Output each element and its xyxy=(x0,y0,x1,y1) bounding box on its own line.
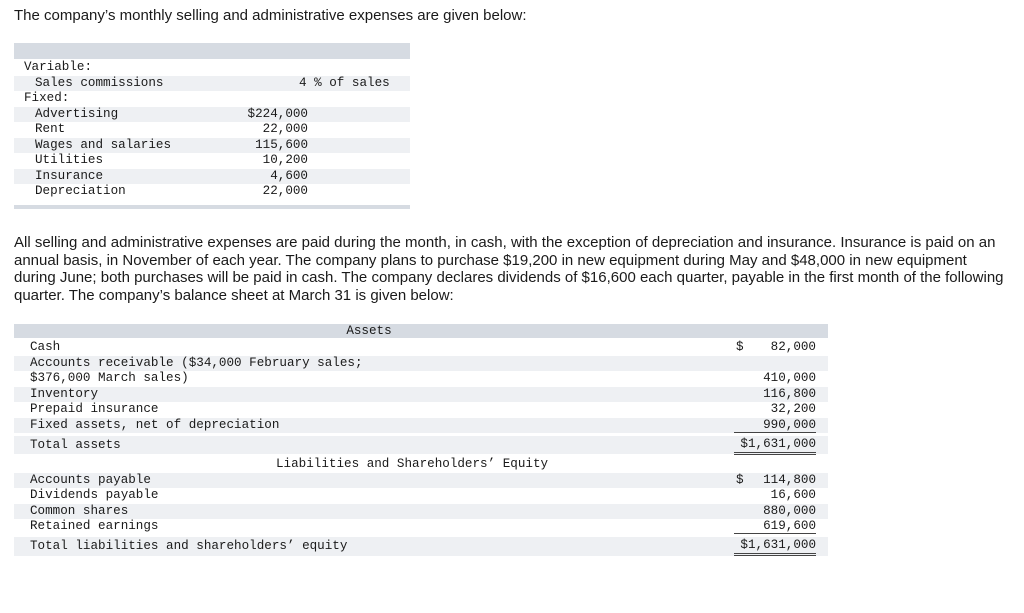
description-paragraph: All selling and administrative expenses are paid during the month, in cash, with the exception of depreciation and insurance. Insurance is paid on an annual basis, in November of each year. The company plans to purchase $19,200 in new equipment during May and $48,000 in new equipment during June; both purchases will be paid in cash. The company declares dividends of $16,600 each quarter, payable in the first month of the following quarter. The company’s balance sheet at March 31 is given below: xyxy=(14,234,1004,304)
prepaid-label: Prepaid insurance xyxy=(30,402,159,416)
ap-label: Accounts payable xyxy=(30,472,151,487)
variable-label: Variable: xyxy=(24,60,93,74)
total-le-row xyxy=(14,537,828,556)
fixed-row xyxy=(14,91,410,107)
cash-row xyxy=(14,340,828,356)
expense-value: 22,000 xyxy=(262,184,308,198)
liabilities-header: Liabilities and Shareholders’ Equity xyxy=(276,457,549,471)
inventory-row xyxy=(14,387,828,403)
expense-label: Rent xyxy=(35,122,66,136)
balance-sheet-table xyxy=(14,324,828,560)
inventory-label: Inventory xyxy=(30,386,99,401)
expenses-table xyxy=(14,43,410,209)
prepaid-value: 32,200 xyxy=(770,402,816,416)
expense-row-wages xyxy=(14,138,410,154)
assets-header: Assets xyxy=(346,324,392,338)
total-assets-label: Total assets xyxy=(30,438,121,452)
fixed-assets-label: Fixed assets, net of depreciation xyxy=(30,417,280,432)
intro-text: The company’s monthly selling and administrative expenses are given below: xyxy=(14,7,527,24)
table-footer-bar xyxy=(14,205,410,209)
ar-label: Accounts receivable ($34,000 February sales; xyxy=(30,355,363,370)
cash-dollar-sign: $ xyxy=(736,340,744,354)
variable-row xyxy=(14,60,410,76)
total-assets-row xyxy=(14,436,828,454)
dividends-label: Dividends payable xyxy=(30,488,159,502)
inventory-value: 116,800 xyxy=(763,386,816,401)
cash-value: 82,000 xyxy=(770,340,816,354)
expense-label: Advertising xyxy=(35,106,119,121)
ar-label-line2: $376,000 March sales) xyxy=(30,371,189,385)
expense-row-insurance xyxy=(14,169,410,185)
expense-value: 10,200 xyxy=(262,153,308,167)
liabilities-header-row xyxy=(14,457,828,473)
dividends-value: 16,600 xyxy=(770,488,816,502)
ar-row-2 xyxy=(14,371,828,387)
dividends-row xyxy=(14,488,828,504)
sales-commissions-value: 4 % of sales xyxy=(299,75,390,90)
common-shares-row xyxy=(14,504,828,520)
expense-label: Wages and salaries xyxy=(35,137,172,152)
expense-row-utilities xyxy=(14,153,410,169)
retained-earnings-label: Retained earnings xyxy=(30,519,159,533)
expense-value: 22,000 xyxy=(262,122,308,136)
total-le-value: $1,631,000 xyxy=(734,537,816,556)
expense-label: Utilities xyxy=(35,153,104,167)
ar-value: 410,000 xyxy=(763,371,816,385)
sales-commissions-row xyxy=(14,76,410,92)
expense-label: Insurance xyxy=(35,168,104,183)
assets-header-row xyxy=(14,324,828,340)
table-header-bar xyxy=(14,43,410,59)
sales-commissions-label: Sales commissions xyxy=(35,75,164,90)
retained-earnings-value: 619,600 xyxy=(734,519,816,534)
common-shares-label: Common shares xyxy=(30,503,129,518)
expense-value: $224,000 xyxy=(247,106,308,121)
expense-row-depreciation xyxy=(14,184,410,200)
expense-value: 115,600 xyxy=(255,137,308,152)
expense-row-advertising xyxy=(14,107,410,123)
ar-row xyxy=(14,356,828,372)
expense-label: Depreciation xyxy=(35,184,126,198)
expense-row-rent xyxy=(14,122,410,138)
ap-row xyxy=(14,473,828,489)
prepaid-row xyxy=(14,402,828,418)
ap-dollar-sign: $ xyxy=(736,472,744,487)
common-shares-value: 880,000 xyxy=(763,503,816,518)
fixed-assets-value: 990,000 xyxy=(734,418,816,433)
total-assets-value: $1,631,000 xyxy=(734,436,816,455)
cash-label: Cash xyxy=(30,340,61,354)
total-le-label: Total liabilities and shareholders’ equity xyxy=(30,539,348,553)
fixed-label: Fixed: xyxy=(24,91,70,105)
fixed-assets-row xyxy=(14,418,828,434)
retained-earnings-row xyxy=(14,519,828,535)
expense-value: 4,600 xyxy=(270,168,308,183)
ap-value: 114,800 xyxy=(763,472,816,487)
